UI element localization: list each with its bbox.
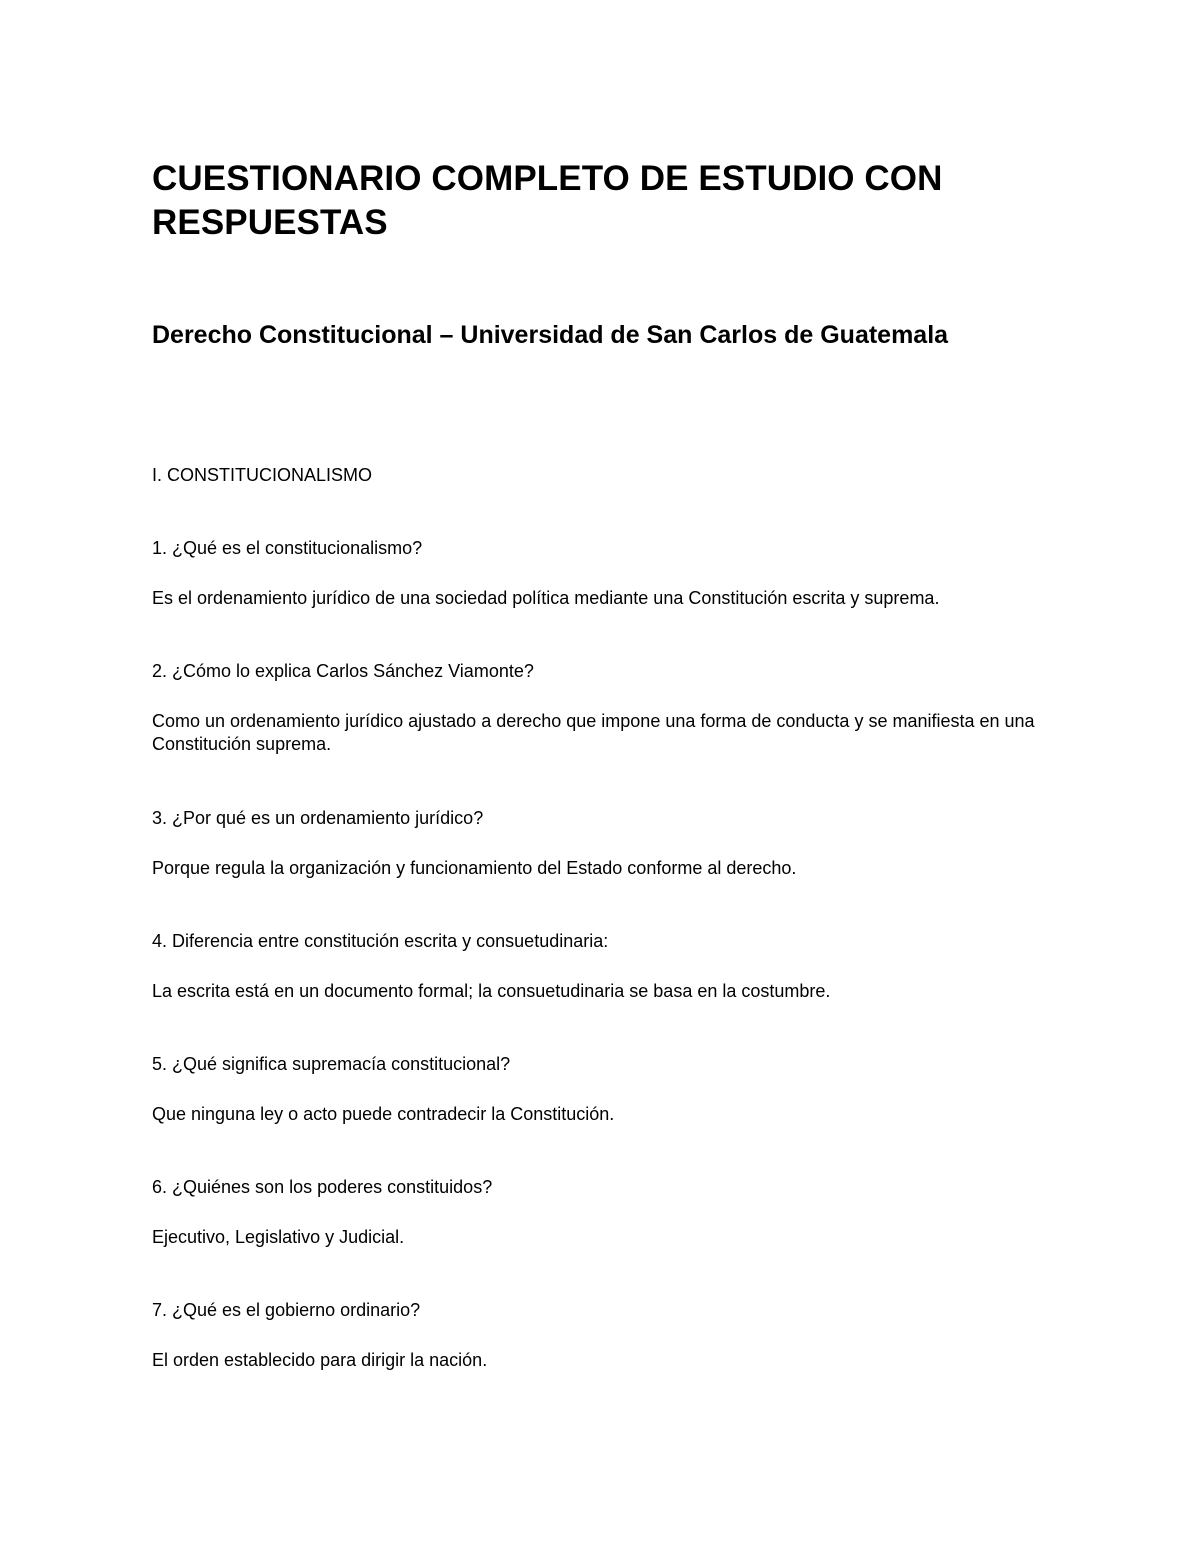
qa-item-2 [152,660,1052,756]
question-text: 3. ¿Por qué es un ordenamiento jurídico? [152,808,484,828]
document-subtitle: Derecho Constitucional – Universidad de San Carlos de Guatemala [152,321,949,349]
answer-text: Es el ordenamiento jurídico de una sociedad política mediante una Constitución escrita y suprema. [152,588,940,608]
answer-text: La escrita está en un documento formal; la consuetudinaria se basa en la costumbre. [152,981,831,1001]
qa-item-7 [152,1299,1052,1372]
answer-text: Que ninguna ley o acto puede contradecir la Constitución. [152,1104,615,1124]
qa-item-5 [152,1053,1052,1126]
qa-item-4 [152,930,1052,1003]
question-text: 5. ¿Qué significa supremacía constitucional? [152,1054,511,1074]
answer-text: Como un ordenamiento jurídico ajustado a derecho que impone una forma de conducta y se manifiesta en una Constitución suprema. [152,711,1035,754]
qa-item-1 [152,537,1052,610]
answer-text: Porque regula la organización y funcionamiento del Estado conforme al derecho. [152,858,797,878]
answer-text: Ejecutivo, Legislativo y Judicial. [152,1227,405,1247]
question-text: 6. ¿Quiénes son los poderes constituidos? [152,1177,493,1197]
qa-item-3 [152,807,1052,880]
qa-item-6 [152,1176,1052,1249]
question-text: 1. ¿Qué es el constitucionalismo? [152,538,423,558]
document-title: CUESTIONARIO COMPLETO DE ESTUDIO CON RESPUESTAS [152,159,943,242]
section-heading: I. CONSTITUCIONALISMO [152,465,373,485]
question-text: 2. ¿Cómo lo explica Carlos Sánchez Viamonte? [152,661,534,681]
question-text: 7. ¿Qué es el gobierno ordinario? [152,1300,421,1320]
question-text: 4. Diferencia entre constitución escrita y consuetudinaria: [152,931,609,951]
answer-text: El orden establecido para dirigir la nación. [152,1350,488,1370]
